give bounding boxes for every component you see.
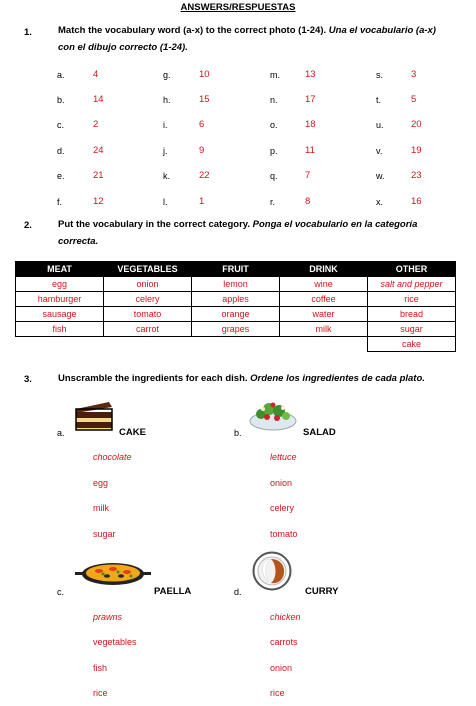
match-letter: s. (376, 69, 384, 80)
match-letter: d. (57, 145, 65, 156)
question-2-number: 2. (24, 220, 32, 231)
category-cell: egg (16, 277, 104, 292)
category-header-row (16, 262, 456, 277)
ingredient: onion (270, 478, 293, 488)
match-letter: h. (163, 94, 171, 105)
category-row (16, 277, 456, 292)
match-letter: a. (57, 69, 65, 80)
category-cell: lemon (192, 277, 280, 292)
match-answer: 2 (93, 119, 99, 130)
match-letter: b. (57, 94, 65, 105)
question-3-english: Unscramble the ingredients for each dish. (58, 373, 248, 384)
category-cell: celery (104, 292, 192, 307)
dish-name: CURRY (305, 586, 339, 597)
match-letter: j. (163, 145, 168, 156)
match-answer: 13 (305, 69, 316, 80)
ingredient: vegetables (93, 637, 137, 647)
match-letter: k. (163, 170, 171, 181)
match-answer: 17 (305, 94, 316, 105)
ingredient: prawns (93, 612, 123, 622)
category-cell: rice (368, 292, 456, 307)
ingredient: lettuce (270, 452, 297, 462)
match-answer: 12 (93, 196, 104, 207)
category-cell (16, 337, 104, 352)
ingredient: sugar (93, 529, 116, 539)
paella-icon (75, 560, 151, 588)
match-answer: 3 (411, 69, 417, 80)
category-cell: milk (280, 322, 368, 337)
question-3-spanish: Ordene los ingredientes de cada plato. (250, 373, 425, 384)
match-answer: 21 (93, 170, 104, 181)
match-letter: f. (57, 196, 63, 207)
dish-letter: b. (234, 428, 242, 438)
match-answer: 18 (305, 119, 316, 130)
question-1-number: 1. (24, 27, 32, 38)
match-answer: 16 (411, 196, 422, 207)
match-letter: u. (376, 119, 384, 130)
category-cell (192, 337, 280, 352)
match-letter: i. (163, 119, 168, 130)
match-answer: 20 (411, 119, 422, 130)
ingredient: egg (93, 478, 109, 488)
category-cell: hamburger (16, 292, 104, 307)
question-2-spanish: Ponga el vocabulario en la categoría correcta. (58, 219, 418, 247)
category-row (16, 337, 456, 352)
category-row (16, 322, 456, 337)
page-title: ANSWERS/RESPUESTAS (180, 2, 296, 13)
match-answer: 5 (411, 94, 417, 105)
ingredient: rice (93, 688, 108, 698)
category-cell: onion (104, 277, 192, 292)
ingredient: celery (270, 503, 295, 513)
category-cell: coffee (280, 292, 368, 307)
match-answer: 1 (199, 196, 205, 207)
match-letter: r. (270, 196, 276, 207)
header-fruit: FRUIT (192, 262, 280, 277)
match-letter: o. (270, 119, 278, 130)
match-answer: 14 (93, 94, 104, 105)
question-3-text (58, 370, 468, 387)
match-letter: e. (57, 170, 65, 181)
category-cell: water (280, 307, 368, 322)
dish-letter: d. (234, 587, 242, 597)
match-letter: c. (57, 119, 65, 130)
category-cell: fish (16, 322, 104, 337)
category-cell: tomato (104, 307, 192, 322)
category-cell: sugar (368, 322, 456, 337)
dish-name: CAKE (119, 427, 146, 438)
ingredient: fish (93, 663, 108, 673)
category-row (16, 307, 456, 322)
match-answer: 8 (305, 196, 311, 207)
match-answer: 6 (199, 119, 205, 130)
category-cell: sausage (16, 307, 104, 322)
match-answer: 23 (411, 170, 422, 181)
category-row (16, 292, 456, 307)
category-table (15, 261, 456, 352)
category-cell: grapes (192, 322, 280, 337)
match-letter: v. (376, 145, 383, 156)
dish-name: SALAD (303, 427, 336, 438)
ingredient: tomato (270, 529, 298, 539)
salad-icon (247, 398, 299, 434)
match-letter: x. (376, 196, 384, 207)
header-drink: DRINK (280, 262, 368, 277)
header-meat: MEAT (16, 262, 104, 277)
match-letter: w. (376, 170, 385, 181)
match-answer: 10 (199, 69, 210, 80)
question-1-english: Match the vocabulary word (a-x) to the correct photo (1-24). (58, 25, 327, 36)
match-answer: 15 (199, 94, 210, 105)
dish-name: PAELLA (154, 586, 192, 597)
category-cell: orange (192, 307, 280, 322)
category-cell: wine (280, 277, 368, 292)
ingredient: chicken (270, 612, 301, 622)
category-cell: carrot (104, 322, 192, 337)
question-2-english: Put the vocabulary in the correct category. (58, 219, 250, 230)
match-answer: 11 (305, 145, 315, 156)
category-cell: apples (192, 292, 280, 307)
match-letter: n. (270, 94, 278, 105)
ingredient: milk (93, 503, 109, 513)
match-answer: 22 (199, 170, 210, 181)
match-answer: 7 (305, 170, 311, 181)
category-cell: salt and pepper (368, 277, 456, 292)
question-1-text (58, 22, 448, 56)
category-cell (280, 337, 368, 352)
match-answer: 24 (93, 145, 104, 156)
cake-icon (73, 399, 115, 431)
match-letter: q. (270, 170, 278, 181)
category-cell: cake (368, 337, 456, 352)
header-vegetables: VEGETABLES (104, 262, 192, 277)
dish-letter: a. (57, 428, 65, 438)
ingredient: carrots (270, 637, 298, 647)
match-answer: 19 (411, 145, 422, 156)
match-letter: p. (270, 145, 278, 156)
question-2-text (58, 216, 438, 250)
match-letter: t. (376, 94, 382, 105)
question-1-spanish: Una el vocabulario (a-x) con el dibujo correcto (1-24). (58, 25, 436, 53)
match-letter: m. (270, 69, 280, 80)
category-cell (104, 337, 192, 352)
ingredient: chocolate (93, 452, 132, 462)
header-other: OTHER (368, 262, 456, 277)
ingredient: rice (270, 688, 285, 698)
match-answer: 4 (93, 69, 99, 80)
dish-letter: c. (57, 587, 65, 597)
question-3-number: 3. (24, 374, 32, 385)
match-letter: l. (163, 196, 168, 207)
match-answer: 9 (199, 145, 205, 156)
match-letter: g. (163, 69, 171, 80)
category-cell: bread (368, 307, 456, 322)
curry-icon (251, 551, 293, 591)
ingredient: onion (270, 663, 293, 673)
